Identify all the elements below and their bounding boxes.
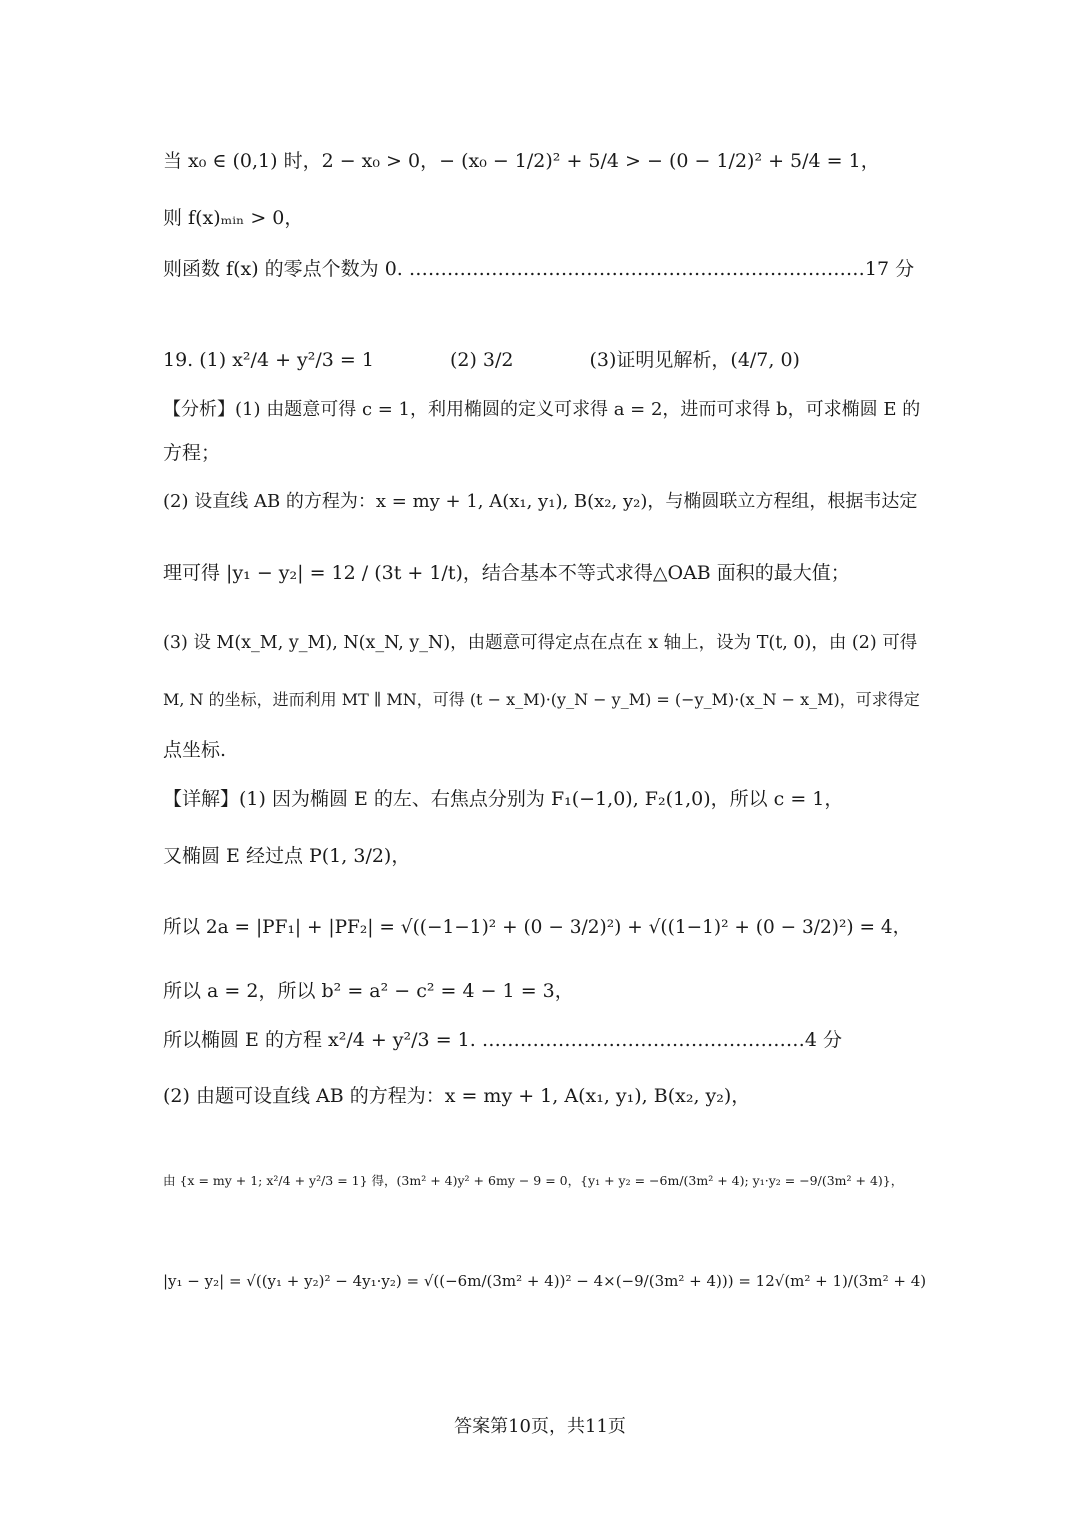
analysis-line-7: 点坐标.	[163, 739, 227, 761]
analysis-line-2: 方程；	[163, 442, 221, 464]
detail-line-5: 所以椭圆 E 的方程 x²/4 + y²/3 = 1. ……………………………………………4 分	[163, 1029, 842, 1051]
analysis-line-4: 理可得 |y₁ − y₂| = 12 / (3t + 1/t)，结合基本不等式求得△OAB 面积的最大值；	[163, 562, 850, 584]
detail-line-7: 由 {x = my + 1; x²/4 + y²/3 = 1} 得，(3m² + 4)y² + 6my − 9 = 0，{y₁ + y₂ = −6m/(3m² + 4); y₁·y₂ = −9/(3m² + 4)}，	[163, 1173, 904, 1188]
detail-line-2: 又椭圆 E 经过点 P(1, 3/2)，	[163, 845, 411, 867]
analysis-line-3: (2) 设直线 AB 的方程为：x = my + 1, A(x₁, y₁), B(x₂, y₂)，与椭圆联立方程组，根据韦达定	[163, 491, 918, 512]
detail-line-4: 所以 a = 2，所以 b² = a² − c² = 4 − 1 = 3，	[163, 980, 574, 1002]
detail-line-1: 【详解】(1) 因为椭圆 E 的左、右焦点分别为 F₁(−1,0), F₂(1,0)，所以 c = 1，	[163, 788, 844, 810]
detail-line-8: |y₁ − y₂| = √((y₁ + y₂)² − 4y₁·y₂) = √((−6m/(3m² + 4))² − 4×(−9/(3m² + 4))) = 12√(m² + 1)/(3m² + 4)	[163, 1272, 927, 1290]
analysis-line-6: M, N 的坐标，进而利用 MT ∥ MN，可得 (t − x_M)·(y_N − y_M) = (−y_M)·(x_N − x_M)，可求得定	[163, 690, 920, 709]
page-footer: 答案第10页，共11页	[454, 1416, 626, 1437]
detail-line-6: (2) 由题可设直线 AB 的方程为：x = my + 1, A(x₁, y₁), B(x₂, y₂)，	[163, 1085, 751, 1107]
analysis-line-5: (3) 设 M(x_M, y_M), N(x_N, y_N)，由题意可得定点在点在 x 轴上，设为 T(t, 0)，由 (2) 可得	[163, 633, 918, 653]
text-line-1: 当 x₀ ∈ (0,1) 时，2 − x₀ > 0，− (x₀ − 1/2)² + 5/4 > − (0 − 1/2)² + 5/4 = 1，	[163, 150, 880, 172]
text-line-3: 则函数 f(x) 的零点个数为 0. ………………………………………………………………17 分	[163, 258, 915, 280]
text-line-2: 则 f(x)ₘᵢₙ > 0，	[163, 207, 304, 229]
analysis-line-1: 【分析】(1) 由题意可得 c = 1，利用椭圆的定义可求得 a = 2，进而可求得 b，可求椭圆 E 的	[163, 399, 921, 420]
question-19-answers: 19. (1) x²/4 + y²/3 = 1 (2) 3/2 (3)证明见解析，(4/7, 0)	[163, 349, 800, 371]
detail-line-3: 所以 2a = |PF₁| + |PF₂| = √((−1−1)² + (0 − 3/2)²) + √((1−1)² + (0 − 3/2)²) = 4，	[163, 917, 912, 938]
